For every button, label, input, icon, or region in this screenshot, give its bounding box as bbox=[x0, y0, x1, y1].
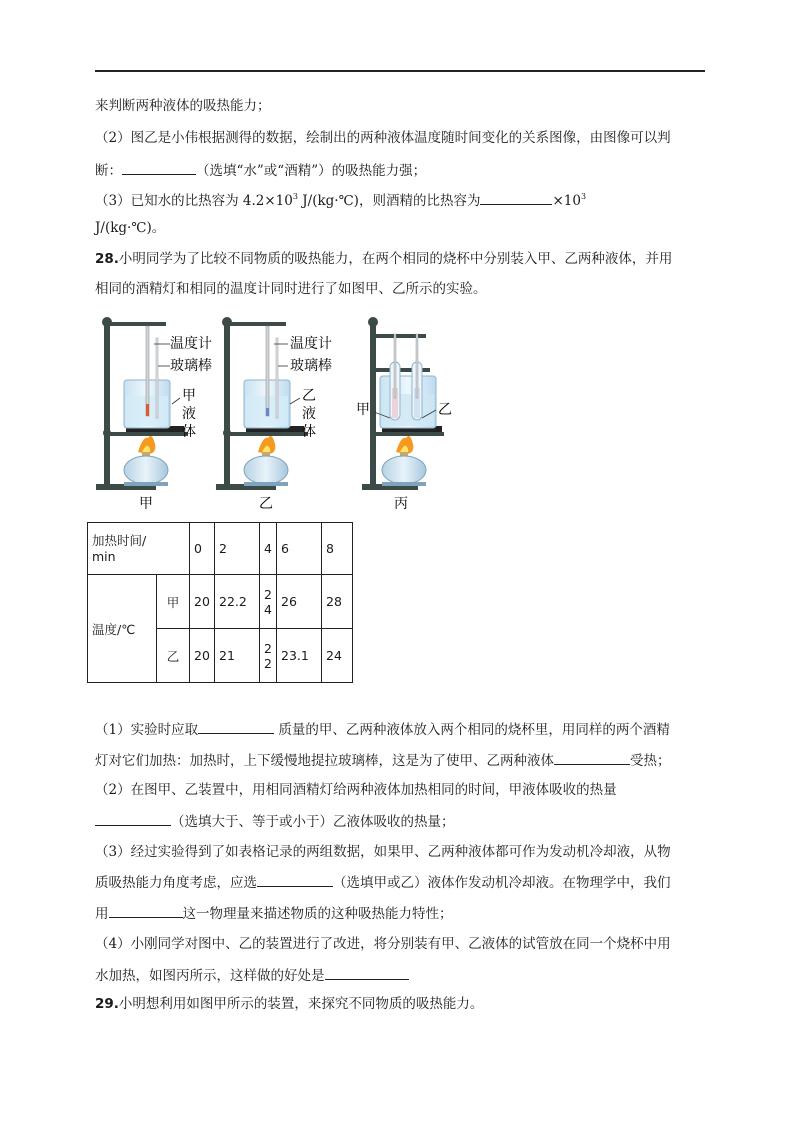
text-fragment: ×10 bbox=[552, 193, 581, 209]
text-fragment: 来判断两种液体的吸热能力； bbox=[95, 98, 271, 114]
label-liquid-a-1: 甲 bbox=[182, 388, 196, 404]
vertical-value: 22 bbox=[264, 640, 272, 671]
label-thermometer-b: 温度计 bbox=[290, 336, 332, 352]
text-fragment: （选填大于、等于或小于）乙液体吸收的热量； bbox=[171, 814, 455, 830]
table-cell: 2 bbox=[215, 523, 260, 575]
text-line bbox=[95, 96, 271, 116]
text-fragment: J/(kg·℃)，则酒精的比热容为 bbox=[297, 193, 481, 209]
answer-blank[interactable] bbox=[325, 965, 409, 980]
time-header-cell bbox=[88, 523, 190, 575]
table-cell-vertical bbox=[260, 629, 277, 683]
table-cell: 22.2 bbox=[215, 575, 260, 629]
text-line bbox=[95, 160, 426, 181]
table-cell: 0 bbox=[190, 523, 215, 575]
exponent: 3 bbox=[580, 192, 587, 201]
question-number: 29. bbox=[95, 996, 119, 1012]
text-fragment: （1）实验时应取 bbox=[95, 722, 199, 738]
part-4-line-1 bbox=[95, 934, 671, 954]
text-line bbox=[95, 218, 165, 238]
text-fragment: 质吸热能力角度考虑，应选 bbox=[95, 875, 257, 891]
text-fragment: 小明同学为了比较不同物质的吸热能力，在两个相同的烧杯中分别装入甲、乙两种液体，并用 bbox=[118, 251, 673, 267]
text-fragment: 水加热，如图丙所示，这样做的好处是 bbox=[95, 968, 325, 984]
table-cell: 21 bbox=[215, 629, 260, 683]
label-glass-rod-a: 玻璃棒 bbox=[170, 358, 212, 374]
text-fragment: 相同的酒精灯和相同的温度计同时进行了如图甲、乙所示的实验。 bbox=[95, 281, 487, 297]
table-cell: 6 bbox=[277, 523, 322, 575]
row-label: 甲 bbox=[157, 575, 190, 629]
label-thermometer-a: 温度计 bbox=[170, 336, 212, 352]
table-cell: 23.1 bbox=[277, 629, 322, 683]
question-28-line bbox=[95, 249, 672, 269]
caption-b: 乙 bbox=[259, 496, 273, 512]
caption-a: 甲 bbox=[139, 496, 153, 512]
answer-blank[interactable] bbox=[122, 160, 196, 175]
time-header-line: 加热时间/ bbox=[92, 532, 147, 548]
part-3-line-3 bbox=[95, 903, 453, 924]
text-fragment: （选填甲或乙）液体作发动机冷却液。在物理学中，我们 bbox=[333, 875, 671, 891]
label-liquid-b-3: 体 bbox=[302, 424, 316, 440]
text-fragment: （3）经过实验得到了如表格记录的两组数据，如果甲、乙两种液体都可作为发动机冷却液，从物 bbox=[95, 844, 671, 860]
table-cell: 26 bbox=[277, 575, 322, 629]
text-fragment: 用 bbox=[95, 906, 109, 922]
part-3-line-2 bbox=[95, 872, 671, 893]
label-tube-a: 甲 bbox=[356, 402, 370, 418]
exponent: 3 bbox=[292, 192, 298, 201]
text-fragment: 断： bbox=[95, 163, 122, 179]
temp-header-cell: 温度/℃ bbox=[88, 575, 157, 683]
part-4-line-2 bbox=[95, 965, 409, 986]
text-line bbox=[95, 279, 487, 299]
text-fragment: 受热； bbox=[630, 753, 671, 769]
answer-blank[interactable] bbox=[198, 719, 274, 734]
label-liquid-b-1: 乙 bbox=[302, 388, 316, 404]
text-fragment: （3）已知水的比热容为 4.2×10 bbox=[95, 193, 293, 209]
text-fragment: 质量的甲、乙两种液体放入两个相同的烧杯里，用同样的两个酒精 bbox=[278, 722, 670, 738]
part-1-line-2 bbox=[95, 750, 671, 771]
text-fragment: （2）图乙是小伟根据测得的数据，绘制出的两种液体温度随时间变化的关系图像，由图像可以判 bbox=[95, 130, 671, 146]
data-table bbox=[87, 522, 353, 683]
time-header-line: min bbox=[92, 548, 116, 564]
text-line bbox=[95, 190, 586, 211]
question-29-line bbox=[95, 994, 483, 1014]
row-label: 乙 bbox=[157, 629, 190, 683]
answer-blank[interactable] bbox=[257, 872, 333, 887]
text-fragment: 小明想利用如图甲所示的装置，来探究不同物质的吸热能力。 bbox=[118, 996, 484, 1012]
apparatus-figure bbox=[90, 308, 490, 518]
table-cell: 28 bbox=[322, 575, 353, 629]
label-tube-b: 乙 bbox=[438, 402, 452, 418]
text-fragment: 灯对它们加热：加热时，上下缓慢地提拉玻璃棒，这是为了使甲、乙两种液体 bbox=[95, 753, 554, 769]
table-cell: 24 bbox=[322, 629, 353, 683]
label-liquid-a-3: 体 bbox=[182, 424, 196, 440]
part-2-line-2 bbox=[95, 811, 455, 832]
text-fragment: 这一物理量来描述物质的这种吸热能力特性； bbox=[182, 906, 453, 922]
table-cell: 4 bbox=[260, 523, 277, 575]
table-cell: 8 bbox=[322, 523, 353, 575]
answer-blank[interactable] bbox=[480, 190, 552, 205]
answer-blank[interactable] bbox=[554, 750, 630, 765]
label-liquid-b-2: 液 bbox=[302, 406, 316, 422]
part-1-line-1 bbox=[95, 719, 670, 740]
part-3-line-1 bbox=[95, 842, 671, 862]
setup-c bbox=[362, 317, 444, 490]
table-row bbox=[88, 575, 353, 629]
text-fragment: （选填“水”或“酒精”）的吸热能力强； bbox=[196, 163, 427, 179]
table-cell: 20 bbox=[190, 575, 215, 629]
label-glass-rod-b: 玻璃棒 bbox=[290, 358, 332, 374]
table-cell: 20 bbox=[190, 629, 215, 683]
table-cell-vertical bbox=[260, 575, 277, 629]
text-fragment: （4）小刚同学对图中、乙的装置进行了改进，将分别装有甲、乙液体的试管放在同一个烧杯中用 bbox=[95, 936, 671, 952]
table-row bbox=[88, 523, 353, 575]
header-rule bbox=[95, 70, 705, 72]
caption-c: 丙 bbox=[394, 496, 408, 512]
text-fragment: （2）在图甲、乙装置中，用相同酒精灯给两种液体加热相同的时间，甲液体吸收的热量 bbox=[95, 782, 617, 798]
answer-blank[interactable] bbox=[109, 903, 183, 918]
vertical-value: 24 bbox=[264, 586, 272, 617]
part-2-line-1 bbox=[95, 780, 617, 800]
question-number: 28. bbox=[95, 251, 119, 267]
text-fragment: J/(kg·℃)。 bbox=[95, 220, 166, 236]
answer-blank[interactable] bbox=[95, 811, 171, 826]
text-line bbox=[95, 128, 671, 148]
label-liquid-a-2: 液 bbox=[182, 406, 196, 422]
